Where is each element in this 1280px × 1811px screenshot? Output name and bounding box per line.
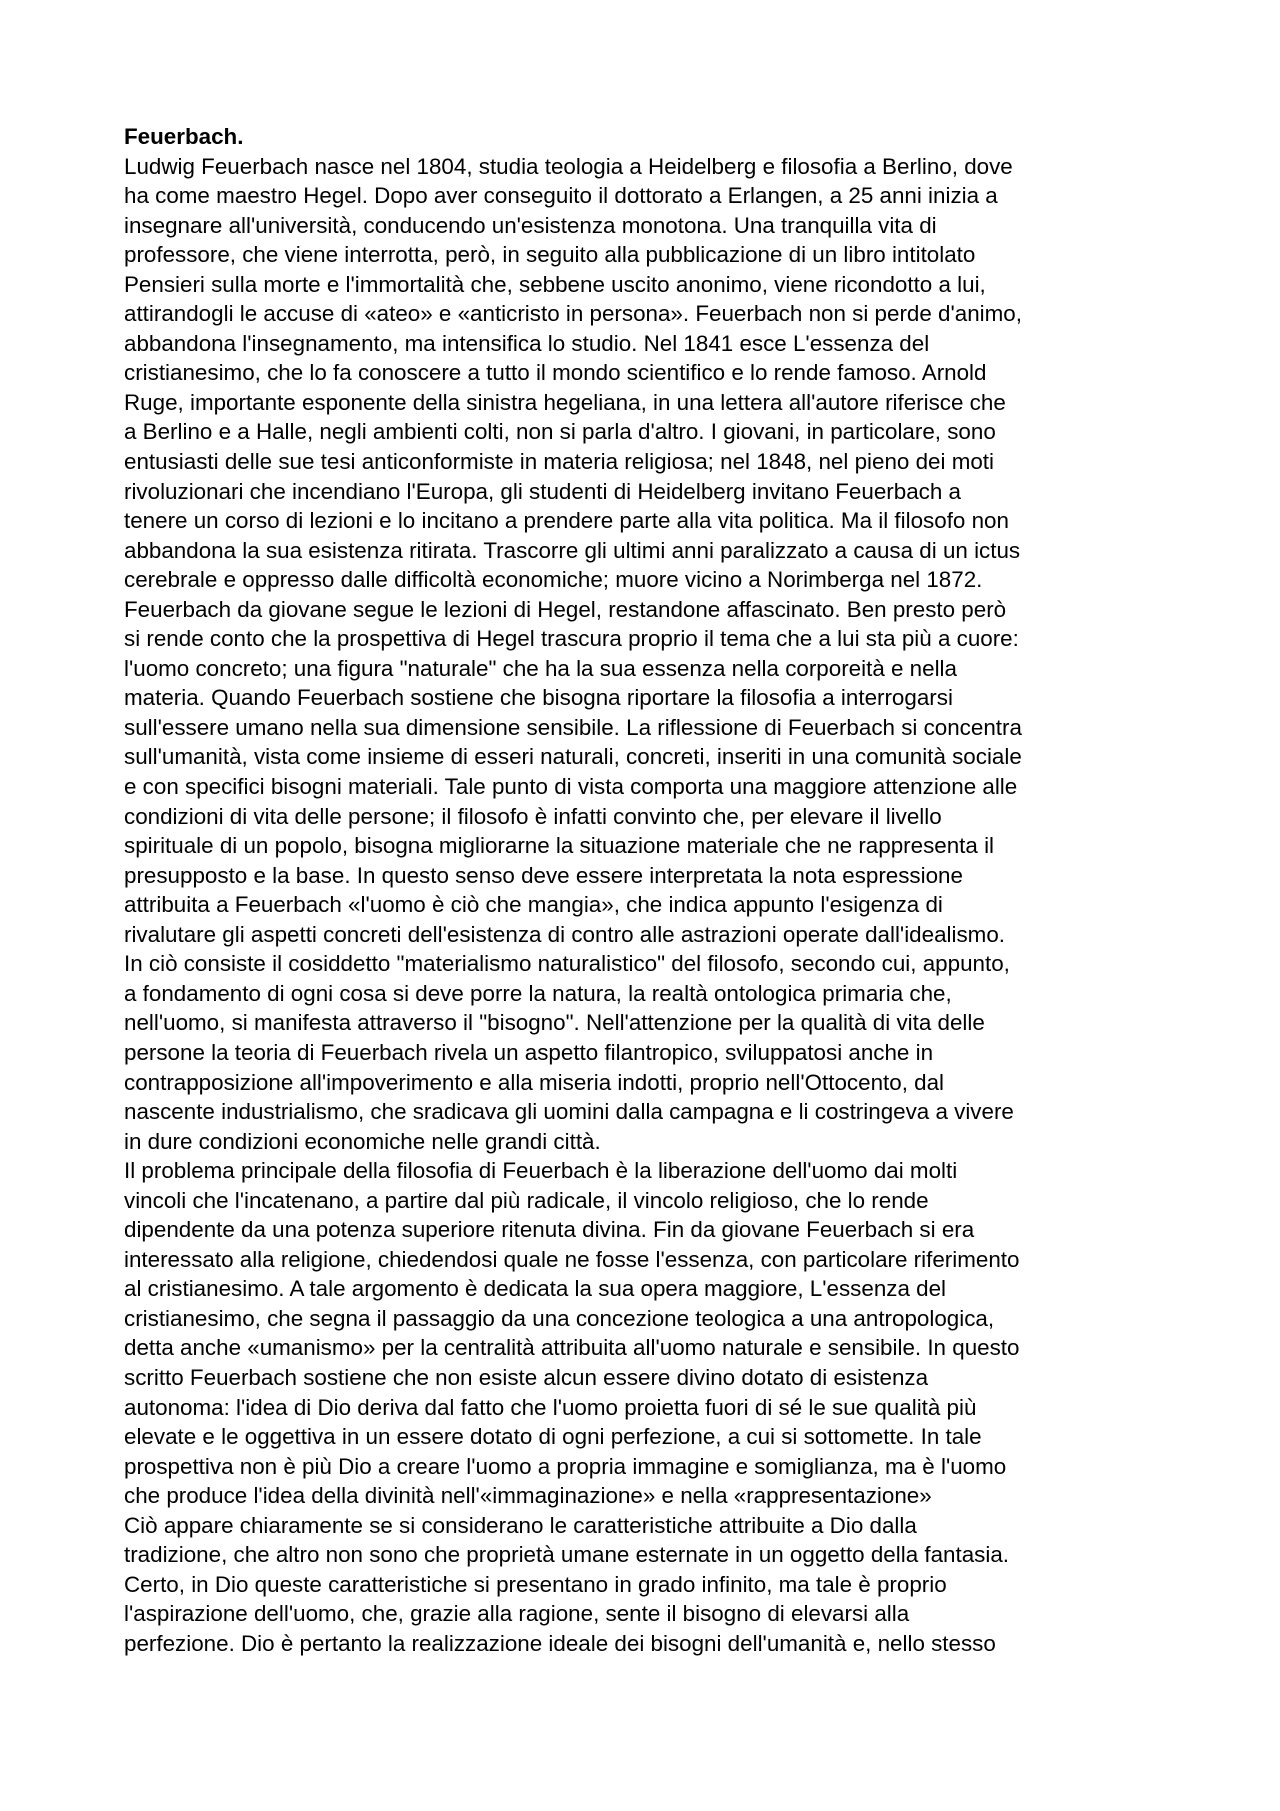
- text-line: interessato alla religione, chiedendosi quale ne fosse l'essenza, con particolare riferimento: [124, 1246, 1020, 1272]
- text-line: rivoluzionari che incendiano l'Europa, gli studenti di Heidelberg invitano Feuerbach a: [124, 478, 961, 504]
- text-line: Il problema principale della filosofia di Feuerbach è la liberazione dell'uomo dai molti: [124, 1158, 958, 1184]
- text-line: autonoma: l'idea di Dio deriva dal fatto che l'uomo proietta fuori di sé le sue qualità più: [124, 1394, 977, 1420]
- text-line: al cristianesimo. A tale argomento è dedicata la sua opera maggiore, L'essenza del: [124, 1276, 947, 1302]
- text-line: tenere un corso di lezioni e lo incitano a prendere parte alla vita politica. Ma il filosofo non: [124, 508, 1009, 534]
- document-title: Feuerbach.: [124, 124, 244, 149]
- text-line: attribuita a Feuerbach «l'uomo è ciò che mangia», che indica appunto l'esigenza di: [124, 892, 943, 918]
- text-line: detta anche «umanismo» per la centralità attribuita all'uomo naturale e sensibile. In questo: [124, 1335, 1020, 1361]
- text-line: prospettiva non è più Dio a creare l'uomo a propria immagine e somiglianza, ma è l'uomo: [124, 1453, 1007, 1479]
- text-line: persone la teoria di Feuerbach rivela un aspetto filantropico, sviluppatosi anche in: [124, 1039, 934, 1065]
- text-line: cristianesimo, che segna il passaggio da una concezione teologica a una antropologica,: [124, 1305, 995, 1331]
- text-line: si rende conto che la prospettiva di Hegel trascura proprio il tema che a lui sta più a cuore:: [124, 626, 1019, 652]
- text-line: tradizione, che altro non sono che proprietà umane esternate in un oggetto della fantasia.: [124, 1542, 1010, 1568]
- text-line: cristianesimo, che lo fa conoscere a tutto il mondo scientifico e lo rende famoso. Arnold: [124, 360, 987, 386]
- text-line: Ruge, importante esponente della sinistra hegeliana, in una lettera all'autore riferisce che: [124, 389, 1006, 415]
- text-line: spirituale di un popolo, bisogna migliorarne la situazione materiale che ne rappresenta il: [124, 833, 995, 859]
- text-line: Feuerbach da giovane segue le lezioni di Hegel, restandone affascinato. Ben presto però: [124, 596, 1007, 622]
- text-line: Ludwig Feuerbach nasce nel 1804, studia teologia a Heidelberg e filosofia a Berlino, dove: [124, 153, 1013, 179]
- text-line: a fondamento di ogni cosa si deve porre la natura, la realtà ontologica primaria che,: [124, 980, 952, 1006]
- text-line: l'aspirazione dell'uomo, che, grazie alla ragione, sente il bisogno di elevarsi alla: [124, 1601, 910, 1627]
- text-line: e con specifici bisogni materiali. Tale punto di vista comporta una maggiore attenzione alle: [124, 774, 1018, 800]
- text-line: sull'umanità, vista come insieme di esseri naturali, concreti, inseriti in una comunità sociale: [124, 744, 1022, 770]
- text-line: ha come maestro Hegel. Dopo aver conseguito il dottorato a Erlangen, a 25 anni inizia a: [124, 183, 998, 209]
- text-line: professore, che viene interrotta, però, in seguito alla pubblicazione di un libro intitolato: [124, 242, 976, 268]
- text-line: abbandona la sua esistenza ritirata. Trascorre gli ultimi anni paralizzato a causa di un ictus: [124, 537, 1021, 563]
- text-line: vincoli che l'incatenano, a partire dal più radicale, il vincolo religioso, che lo rende: [124, 1187, 929, 1213]
- text-line: l'uomo concreto; una figura "naturale" che ha la sua essenza nella corporeità e nella: [124, 655, 957, 681]
- text-line: a Berlino e a Halle, negli ambienti colti, non si parla d'altro. I giovani, in particolare, sono: [124, 419, 996, 445]
- text-line: nell'uomo, si manifesta attraverso il "bisogno". Nell'attenzione per la qualità di vita delle: [124, 1010, 985, 1036]
- text-line: che produce l'idea della divinità nell'«immaginazione» e nella «rappresentazione»: [124, 1483, 932, 1509]
- text-line: cerebrale e oppresso dalle difficoltà economiche; muore vicino a Norimberga nel 1872.: [124, 567, 983, 593]
- text-line: scritto Feuerbach sostiene che non esiste alcun essere divino dotato di esistenza: [124, 1364, 929, 1390]
- text-line: sull'essere umano nella sua dimensione sensibile. La riflessione di Feuerbach si concentra: [124, 714, 1022, 740]
- text-line: attirandogli le accuse di «ateo» e «anticristo in persona». Feuerbach non si perde d'animo,: [124, 301, 1022, 327]
- text-line: abbandona l'insegnamento, ma intensifica lo studio. Nel 1841 esce L'essenza del: [124, 330, 930, 356]
- text-line: In ciò consiste il cosiddetto "materialismo naturalistico" del filosofo, secondo cui, appunto,: [124, 951, 1010, 977]
- text-line: nascente industrialismo, che sradicava gli uomini dalla campagna e li costringeva a vivere: [124, 1099, 1014, 1125]
- text-line: dipendente da una potenza superiore ritenuta divina. Fin da giovane Feuerbach si era: [124, 1217, 975, 1243]
- text-line: insegnare all'università, conducendo un'esistenza monotona. Una tranquilla vita di: [124, 212, 937, 238]
- text-line: contrapposizione all'impoverimento e alla miseria indotti, proprio nell'Ottocento, dal: [124, 1069, 945, 1095]
- text-line: condizioni di vita delle persone; il filosofo è infatti convinto che, per elevare il livello: [124, 803, 942, 829]
- text-line: Pensieri sulla morte e l'immortalità che, sebbene uscito anonimo, viene ricondotto a lui,: [124, 271, 986, 297]
- text-line: rivalutare gli aspetti concreti dell'esistenza di contro alle astrazioni operate dall'idealismo.: [124, 921, 1005, 947]
- text-line: materia. Quando Feuerbach sostiene che bisogna riportare la filosofia a interrogarsi: [124, 685, 953, 711]
- text-line: elevate e le oggettiva in un essere dotato di ogni perfezione, a cui si sottomette. In tale: [124, 1424, 982, 1450]
- text-line: perfezione. Dio è pertanto la realizzazione ideale dei bisogni dell'umanità e, nello stesso: [124, 1630, 996, 1656]
- document-page: [124, 122, 1176, 1658]
- text-line: in dure condizioni economiche nelle grandi città.: [124, 1128, 601, 1154]
- text-line: Certo, in Dio queste caratteristiche si presentano in grado infinito, ma tale è proprio: [124, 1571, 947, 1597]
- text-line: Ciò appare chiaramente se si considerano le caratteristiche attribuite a Dio dalla: [124, 1512, 917, 1538]
- document-body: [124, 152, 1176, 1659]
- text-line: presupposto e la base. In questo senso deve essere interpretata la nota espressione: [124, 862, 963, 888]
- text-line: entusiasti delle sue tesi anticonformiste in materia religiosa; nel 1848, nel pieno dei moti: [124, 449, 994, 475]
